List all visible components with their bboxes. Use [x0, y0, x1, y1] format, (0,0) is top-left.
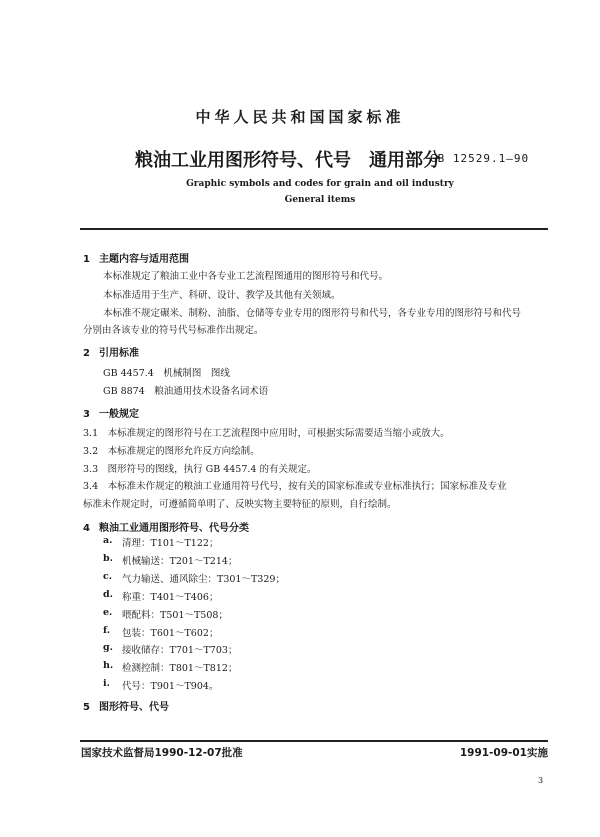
category-item: 清理：T101～T122；	[122, 538, 219, 549]
page-number: 3	[538, 776, 544, 785]
paragraph: 本标准适用于生产、科研、设计、教学及其他有关领域。	[103, 290, 341, 301]
section-number: 3	[83, 409, 90, 420]
category-item: 检测控制：T801～T812；	[122, 663, 238, 675]
section-5-heading	[83, 698, 169, 713]
clause: 3.1 本标准规定的图形符号在工艺流程图中应用时，可根据实际需要适当缩小或放大。	[83, 428, 450, 439]
standard-header: 中华人民共和国国家标准	[195, 108, 405, 126]
header-rule	[80, 228, 548, 230]
category-letter: h.	[103, 660, 114, 672]
paragraph: 本标准不规定碾米、制粉、油脂、仓储等专业专用的图形符号和代号，各专业专用的图形符号和代号	[103, 308, 522, 319]
english-title: Graphic symbols and codes for grain and oil industry	[186, 179, 454, 189]
category-letter: i.	[103, 678, 110, 690]
reference-item: GB 8874 粮油通用技术设备名词术语	[103, 386, 269, 397]
section-title: 一般规定	[99, 409, 139, 420]
category-item: 接收储存：T701～T703；	[122, 645, 238, 657]
category-item: 机械输送：T201～T214；	[122, 555, 238, 567]
clause: 标准未作规定时，可遵循简单明了、反映实物主要特征的原则，自行绘制。	[83, 499, 397, 510]
clause: 3.3 图形符号的图线，执行 GB 4457.4 的有关规定。	[83, 464, 317, 475]
category-letter: f.	[103, 624, 111, 636]
category-item: 包装：T601～T602；	[122, 627, 219, 639]
section-title: 图形符号、代号	[99, 702, 169, 713]
section-number: 5	[83, 702, 90, 713]
category-item: 喂配料：T501～T508；	[122, 609, 228, 621]
standard-code: GB 12529.1—90	[430, 152, 530, 165]
approval-date: 国家技术监督局1990-12-07批准	[81, 747, 243, 759]
section-number: 4	[83, 523, 90, 534]
section-4-heading	[83, 519, 249, 534]
english-subtitle: General items	[284, 195, 356, 205]
effective-date: 1991-09-01实施	[459, 747, 548, 759]
category-letter: e.	[103, 606, 113, 618]
category-letter: d.	[103, 588, 113, 600]
reference-item: GB 4457.4 机械制图 图线	[103, 368, 230, 379]
section-title: 主题内容与适用范围	[99, 254, 189, 265]
section-title: 粮油工业通用图形符号、代号分类	[99, 523, 249, 534]
section-2-heading	[83, 344, 139, 359]
section-number: 2	[83, 348, 90, 359]
paragraph: 本标准规定了粮油工业中各专业工艺流程图通用的图形符号和代号。	[103, 271, 389, 282]
document-title: 粮油工业用图形符号、代号 通用部分	[135, 150, 441, 171]
category-letter: a.	[103, 535, 113, 546]
section-number: 1	[83, 254, 90, 265]
category-item: 称重：T401～T406；	[122, 591, 219, 603]
category-item: 气力输送、通风除尘：T301～T329；	[122, 573, 285, 585]
section-1-heading	[83, 250, 189, 265]
section-3-heading	[83, 405, 139, 420]
clause: 3.4 本标准未作规定的粮油工业通用符号代号，按有关的国家标准或专业标准执行；国家标准及专业	[83, 481, 507, 492]
paragraph: 分别由各该专业的符号代号标准作出规定。	[83, 325, 264, 336]
category-item: 代号：T901～T904。	[122, 681, 219, 693]
category-letter: b.	[103, 552, 113, 564]
category-letter: c.	[103, 570, 113, 582]
footer-rule	[80, 740, 548, 742]
clause: 3.2 本标准规定的图形允许反方向绘制。	[83, 446, 260, 457]
section-title: 引用标准	[99, 348, 139, 359]
category-letter: g.	[103, 642, 113, 654]
